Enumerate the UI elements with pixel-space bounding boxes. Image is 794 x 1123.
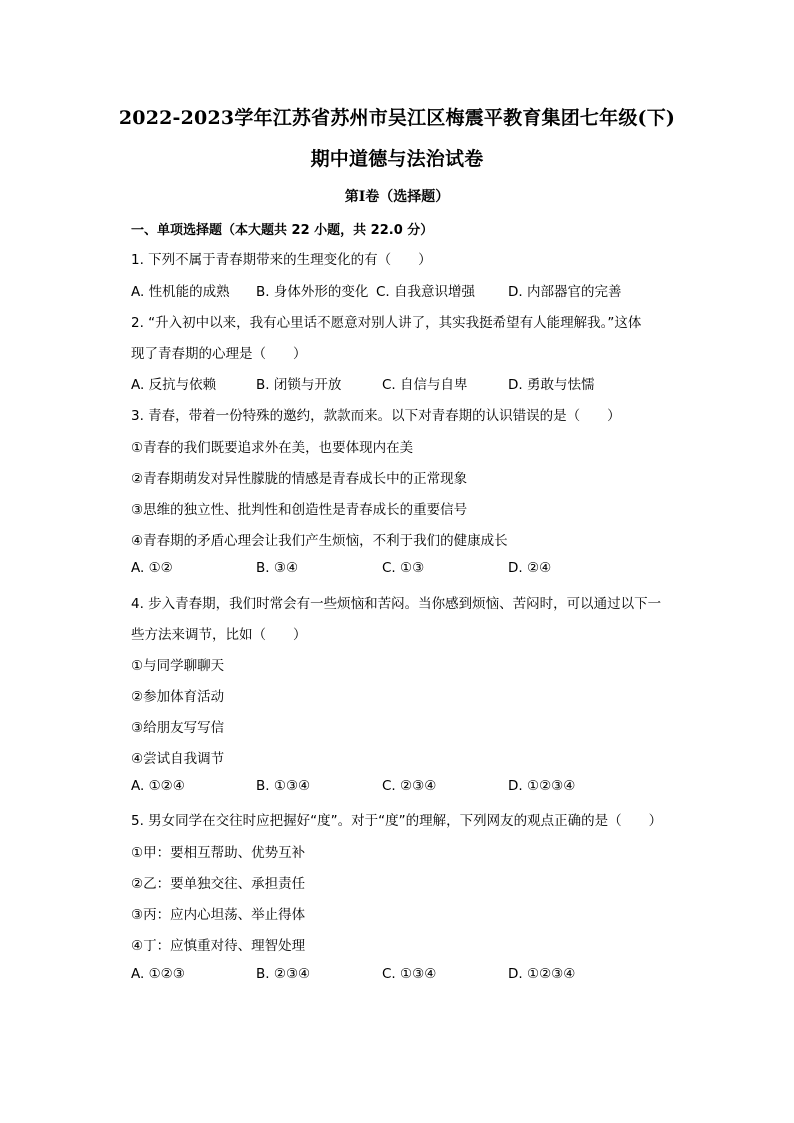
question-5-stem: 5. 男女同学在交往时应把握好“度”。对于“度”的理解，下列网友的观点正确的是（ ）	[131, 813, 663, 829]
option-c: C. 自信与自卑	[382, 377, 468, 393]
question-2-stem-line2: 现了青春期的心理是（ ）	[131, 346, 307, 362]
option-a: A. 性机能的成熟	[131, 284, 230, 300]
question-3-stem: 3. 青春，带着一份特殊的邀约，款款而来。以下对青春期的认识错误的是（ ）	[131, 408, 621, 424]
option-c: C. 自我意识增强	[376, 284, 476, 300]
option-b: B. ②③④	[256, 966, 311, 982]
question-4-item-1: ①与同学聊聊天	[131, 658, 225, 674]
option-d: D. ①②③④	[508, 778, 576, 794]
question-5-item-3: ③丙：应内心坦荡、举止得体	[131, 907, 306, 923]
question-1-options	[131, 280, 691, 300]
exam-title-line1: 2022-2023学年江苏省苏州市吴江区梅震平教育集团七年级(下)	[118, 107, 676, 129]
question-3-options	[131, 560, 691, 580]
question-1-stem: 1. 下列不属于青春期带来的生理变化的有（ ）	[131, 252, 432, 268]
option-d: D. 内部器官的完善	[508, 284, 622, 300]
option-a: A. ①②③	[131, 966, 185, 982]
question-5-item-2: ②乙：要单独交往、承担责任	[131, 876, 306, 892]
option-d: D. ①②③④	[508, 966, 576, 982]
option-d: D. 勇敢与怯懦	[508, 377, 595, 393]
option-b: B. ③④	[256, 560, 299, 576]
option-b: B. 闭锁与开放	[256, 377, 342, 393]
question-4-item-2: ②参加体育活动	[131, 689, 225, 705]
option-a: A. 反抗与依赖	[131, 377, 217, 393]
section-heading: 一、单项选择题（本大题共 22 小题，共 22.0 分）	[131, 223, 434, 238]
question-3-item-3: ③思维的独立性、批判性和创造性是青春成长的重要信号	[131, 502, 468, 518]
question-4-stem-line1: 4. 步入青春期，我们时常会有一些烦恼和苦闷。当你感到烦恼、苦闷时，可以通过以下一	[131, 596, 662, 612]
question-3-item-2: ②青春期萌发对异性朦胧的情感是青春成长中的正常现象	[131, 471, 468, 487]
question-3-item-1: ①青春的我们既要追求外在美，也要体现内在美	[131, 440, 414, 456]
question-5-item-1: ①甲：要相互帮助、优势互补	[131, 845, 306, 861]
question-4-item-4: ④尝试自我调节	[131, 751, 225, 767]
option-a: A. ①②④	[131, 778, 185, 794]
option-b: B. 身体外形的变化	[256, 284, 369, 300]
question-4-stem-line2: 些方法来调节，比如（ ）	[131, 627, 307, 643]
option-a: A. ①②	[131, 560, 173, 576]
question-2-stem-line1: 2. “升入初中以来，我有心里话不愿意对别人讲了，其实我挺希望有人能理解我。”这体	[131, 315, 642, 331]
question-5-item-4: ④丁：应慎重对待、理智处理	[131, 938, 306, 954]
question-4-item-3: ③给朋友写写信	[131, 720, 225, 736]
question-4-options	[131, 778, 691, 798]
question-5-options	[131, 966, 691, 986]
option-c: C. ①③④	[382, 966, 437, 982]
option-c: C. ①③	[382, 560, 425, 576]
volume-heading: 第I卷（选择题）	[344, 189, 450, 205]
question-3-item-4: ④青春期的矛盾心理会让我们产生烦恼，不利于我们的健康成长	[131, 533, 508, 549]
option-b: B. ①③④	[256, 778, 311, 794]
option-d: D. ②④	[508, 560, 552, 576]
option-c: C. ②③④	[382, 778, 437, 794]
exam-title-line2: 期中道德与法治试卷	[310, 148, 484, 170]
question-2-options	[131, 373, 691, 393]
